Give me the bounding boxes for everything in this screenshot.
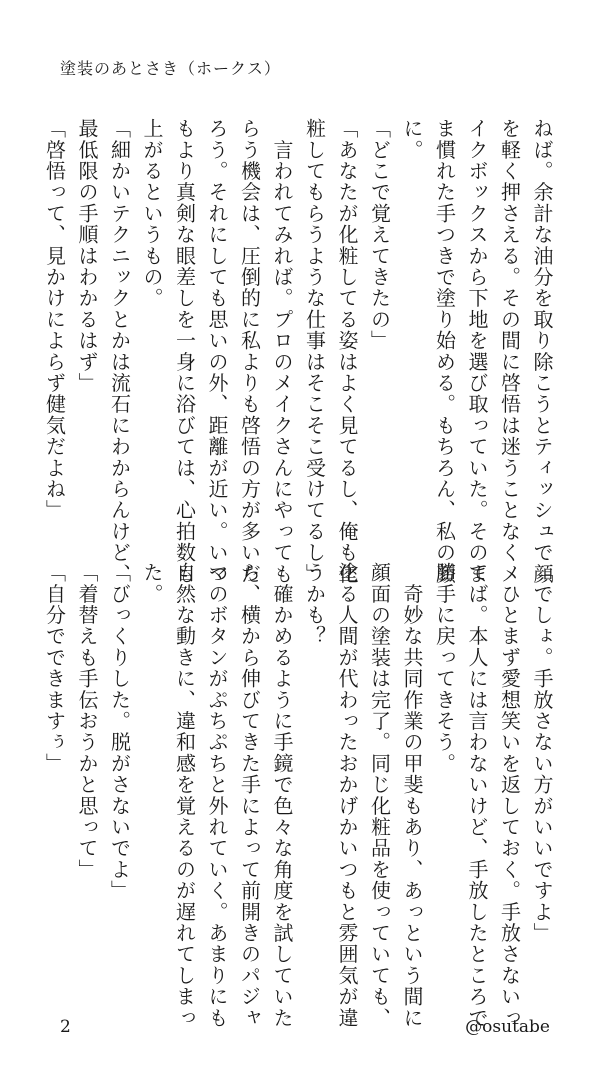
text-line: 奇妙な共同作業の甲斐もあり、あっという間に	[400, 562, 424, 1029]
text-line: ま慣れた手つきで塗り始める。もちろん、私の顔	[432, 118, 457, 585]
text-line: らう機会は、圧倒的に私よりも啓悟の方が多いだ	[237, 118, 262, 585]
text-line: マのボタンがぷちぷちと外れていく。あまりにも	[205, 562, 229, 1029]
author-handle: @osutabe	[465, 1017, 550, 1037]
text-line: 「自分でできますぅ」	[42, 562, 67, 774]
text-line: を軽く押さえる。その間に啓悟は迷うことなくメ	[497, 118, 522, 585]
page-header-title: 塗装のあとさき（ホークス）	[60, 59, 281, 78]
text-line: ら、横から伸びてきた手によって前開きのパジャ	[237, 562, 262, 1029]
text-line: 「でしょ。手放さない方がいいですよ」	[530, 562, 554, 944]
text-line: 顔面の塗装は完了。同じ化粧品を使っていても、	[367, 562, 392, 1029]
text-line: 「着替えも手伝おうかと思って」	[75, 562, 99, 880]
text-line: ひとまず愛想笑いを返しておく。手放さないっ	[497, 562, 522, 1029]
text-line: イクボックスから下地を選び取っていた。そのま	[465, 118, 489, 585]
text-line: うかも？	[302, 562, 327, 647]
text-line: 確かめるように手鏡で色々な角度を試していた	[270, 562, 294, 1029]
text-line: 「どこで覚えてきたの」	[367, 118, 392, 352]
text-line: に。	[400, 118, 424, 161]
text-line: 粧してもらうような仕事はそこそこ受けてるし」	[302, 118, 327, 585]
text-line: 「びっくりした。脱がさないでよ」	[107, 562, 132, 902]
text-line: 勝手に戻ってきそう。	[432, 562, 457, 774]
text-line: 自然な動きに、違和感を覚えるのが遅れてしまっ	[172, 562, 197, 1029]
text-line: ろう。それにしても思いの外、距離が近い。いつ	[205, 118, 229, 585]
text-line: もより真剣な眼差しを一身に浴びては、心拍数も	[172, 118, 197, 585]
page-number: 2	[60, 1017, 71, 1037]
text-line: 「細かいテクニックとかは流石にわからんけど、	[107, 118, 132, 585]
text-line: 「あなたが化粧してる姿はよく見てるし、俺も化	[335, 118, 359, 585]
text-line: 最低限の手順はわかるはず」	[75, 118, 99, 394]
upper-text-block	[42, 118, 558, 585]
text-line: てば。本人には言わないけど、手放したところで	[465, 562, 489, 1029]
text-line: 塗る人間が代わったおかげかいつもと雰囲気が違	[335, 562, 359, 1029]
text-line: ねば。余計な油分を取り除こうとティッシュで顔	[530, 118, 554, 585]
text-line: た。	[140, 562, 164, 605]
text-line: 言われてみれば。プロのメイクさんにやっても	[270, 118, 294, 585]
text-line: 「啓悟って、見かけによらず健気だよね」	[42, 118, 67, 521]
text-line: 上がるというもの。	[140, 118, 164, 309]
